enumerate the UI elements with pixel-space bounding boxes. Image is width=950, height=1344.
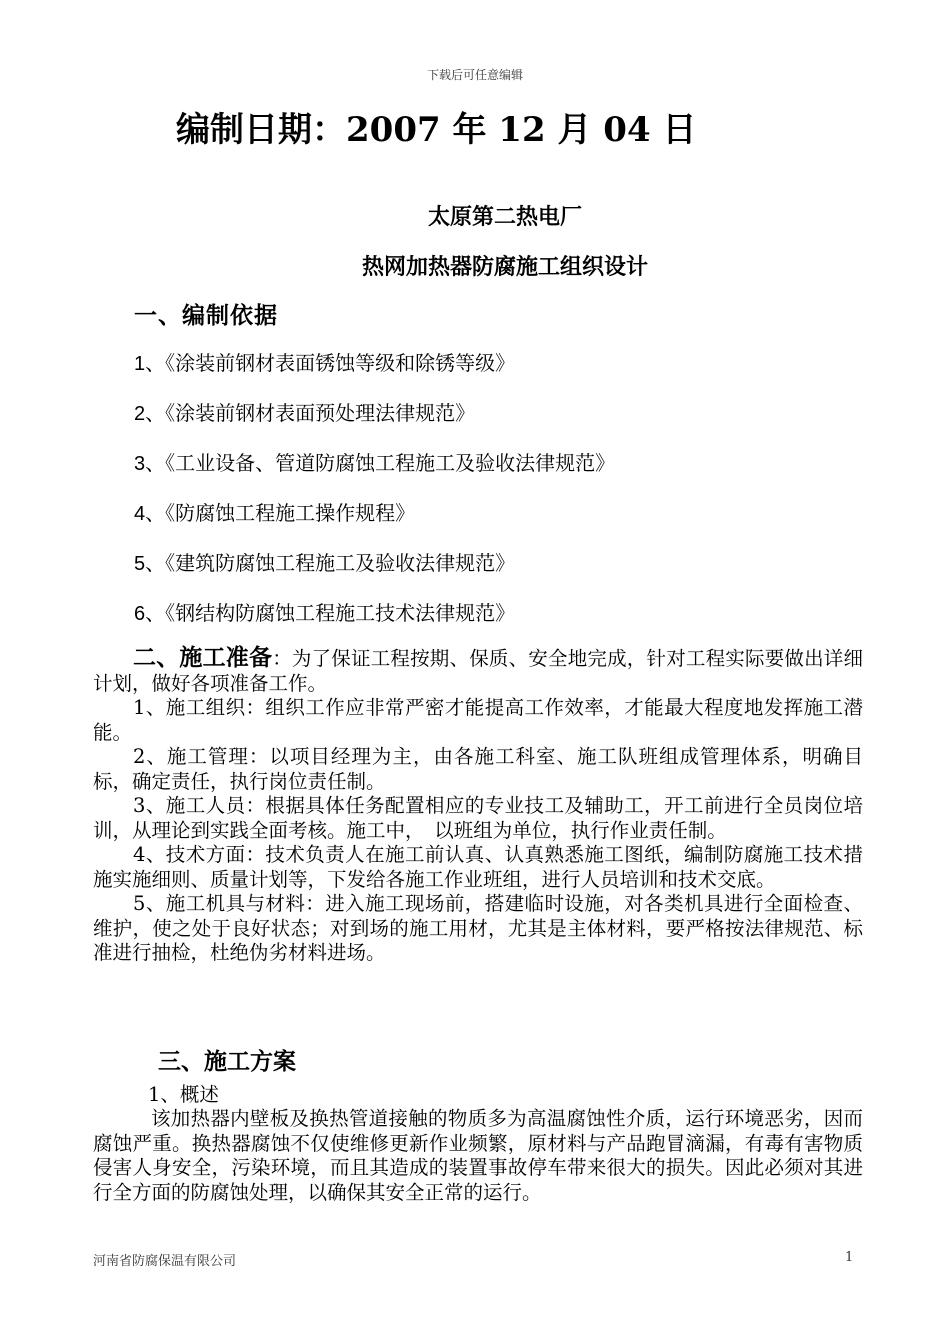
section2-paragraph: 4、技术方面：技术负责人在施工前认真、认真熟悉施工图纸，编制防腐施工技术措施实施细则、质量计划等，下发给各施工作业班组，进行人员培训和技术交底。 xyxy=(93,843,863,891)
footer-page-number: 1 xyxy=(845,1250,854,1265)
section2 xyxy=(93,646,863,966)
section2-paragraph: 1、施工组织：组织工作应非常严密才能提高工作效率，才能最大程度地发挥施工潜能。 xyxy=(93,696,863,744)
section2-paragraph: 5、施工机具与材料：进入施工现场前，搭建临时设施，对各类机具进行全面检查、维护，使之处于良好状态；对到场的施工用材，尤其是主体材料，要严格按法律规范、标准进行抽检，杜绝伪劣材料进场。 xyxy=(93,892,863,964)
section3-heading: 三、施工方案 xyxy=(158,1048,296,1075)
section2-heading: 二、施工准备 xyxy=(133,644,273,671)
reference-item: 6、《钢结构防腐蚀工程施工技术法律规范》 xyxy=(134,601,516,625)
document-title-line2: 热网加热器防腐施工组织设计 xyxy=(361,254,648,280)
section2-paragraph: 3、施工人员：根据具体任务配置相应的专业技工及辅助工，开工前进行全员岗位培训，从理论到实践全面考核。施工中， 以班组为单位，执行作业责任制。 xyxy=(93,794,863,842)
section3 xyxy=(93,1083,863,1205)
section1-heading: 一、编制依据 xyxy=(134,302,278,329)
reference-item: 2、《涂装前钢材表面预处理法律规范》 xyxy=(134,401,476,425)
document-title-line1: 太原第二热电厂 xyxy=(427,204,582,230)
footer-company: 河南省防腐保温有限公司 xyxy=(93,1254,237,1269)
section2-intro: 二、施工准备：为了保证工程按期、保质、安全地完成，针对工程实际要做出详细计划，做好各项准备工作。 xyxy=(93,644,863,695)
reference-item: 5、《建筑防腐蚀工程施工及验收法律规范》 xyxy=(134,551,516,575)
reference-item: 4、《防腐蚀工程施工操作规程》 xyxy=(134,501,416,525)
section2-paragraph: 2、施工管理：以项目经理为主，由各施工科室、施工队班组成管理体系，明确目标，确定责任，执行岗位责任制。 xyxy=(93,745,863,793)
reference-item: 3、《工业设备、管道防腐蚀工程施工及验收法律规范》 xyxy=(134,451,616,475)
header-note: 下载后可任意编辑 xyxy=(426,68,523,82)
section3-subheading: 1、概述 xyxy=(148,1083,219,1106)
section3-paragraph: 该加热器内壁板及换热管道接触的物质多为高温腐蚀性介质，运行环境恶劣，因而腐蚀严重。换热器腐蚀不仅使维修更新作业频繁，原材料与产品跑冒滴漏，有毒有害物质侵害人身安全，污染环境，而且其造成的装置事故停车带来很大的损失。因此必须对其进行全方面的防腐蚀处理，以确保其安全正常的运行。 xyxy=(93,1107,863,1204)
compile-date: 编制日期：2007 年 12 月 04 日 xyxy=(176,110,697,150)
reference-item: 1、《涂装前钢材表面锈蚀等级和除锈等级》 xyxy=(134,351,516,375)
